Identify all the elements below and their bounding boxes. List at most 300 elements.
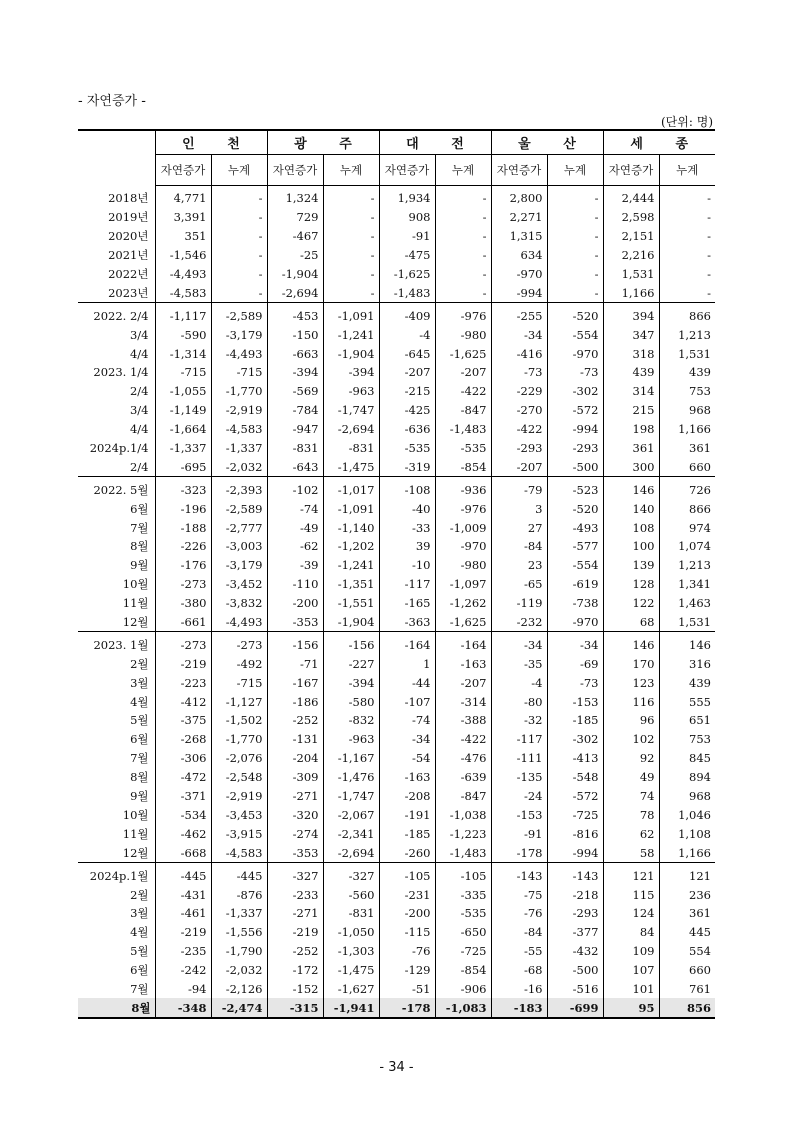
table-cell: 753 [659, 382, 715, 401]
table-cell: -831 [323, 439, 379, 458]
table-row [78, 439, 715, 458]
table-cell: -976 [435, 499, 491, 518]
table-cell: 2,271 [491, 208, 547, 227]
table-cell: -3,003 [211, 537, 267, 556]
table-cell: 49 [603, 768, 659, 787]
table-cell: 300 [603, 457, 659, 476]
table-cell: - [547, 265, 603, 284]
table-row [78, 749, 715, 768]
row-label: 7월 [130, 751, 149, 766]
row-label: 2022. 5월 [93, 482, 149, 497]
table-cell: -119 [491, 594, 547, 613]
table-cell: -936 [435, 477, 491, 499]
table-cell: -315 [267, 998, 323, 1018]
table-cell: - [323, 227, 379, 246]
table-row [78, 673, 715, 692]
table-cell: -847 [435, 401, 491, 420]
row-label: 2022. 2/4 [93, 308, 149, 323]
table-cell: -569 [267, 382, 323, 401]
table-cell: -191 [379, 806, 435, 825]
table-cell: -117 [491, 730, 547, 749]
table-cell: -650 [435, 923, 491, 942]
table-cell: -34 [491, 325, 547, 344]
table-cell: -832 [323, 711, 379, 730]
table-cell: -156 [267, 632, 323, 654]
table-cell: -10 [379, 556, 435, 575]
table-cell: -207 [435, 673, 491, 692]
table-cell: -186 [267, 692, 323, 711]
table-cell: -200 [267, 594, 323, 613]
table-cell: 318 [603, 344, 659, 363]
table-cell: -699 [547, 998, 603, 1018]
table-cell: -252 [267, 711, 323, 730]
table-cell: -167 [267, 673, 323, 692]
table-cell: -207 [435, 363, 491, 382]
table-cell: -1,241 [323, 325, 379, 344]
table-row [78, 632, 715, 654]
row-label: 11월 [122, 596, 149, 611]
table-cell: - [211, 186, 267, 208]
table-cell: -1,303 [323, 942, 379, 961]
monthly-2024-group [78, 863, 715, 1019]
table-cell: - [435, 208, 491, 227]
table-row [78, 556, 715, 575]
table-cell: -2,589 [211, 499, 267, 518]
table-cell: -302 [547, 730, 603, 749]
table-cell: - [211, 265, 267, 284]
table-cell: -2,589 [211, 303, 267, 325]
table-cell: -2,393 [211, 477, 267, 499]
table-cell: -219 [155, 923, 211, 942]
table-cell: 58 [603, 843, 659, 862]
table-cell: 2,800 [491, 186, 547, 208]
table-cell: 3,391 [155, 208, 211, 227]
table-cell: -1,941 [323, 998, 379, 1018]
table-cell: -293 [547, 904, 603, 923]
table-row [78, 768, 715, 787]
row-label: 5월 [130, 713, 149, 728]
quarterly-group [78, 303, 715, 477]
table-cell: -164 [379, 632, 435, 654]
table-cell: -273 [211, 632, 267, 654]
row-label: 2020년 [108, 229, 149, 244]
table-row [78, 265, 715, 284]
table-cell: -475 [379, 246, 435, 265]
table-cell: -1,904 [323, 344, 379, 363]
table-cell: - [211, 208, 267, 227]
row-label: 5월 [130, 944, 149, 959]
table-cell: -105 [379, 863, 435, 885]
table-cell: 856 [659, 998, 715, 1018]
table-cell: 1,166 [659, 420, 715, 439]
table-cell: -980 [435, 325, 491, 344]
table-cell: 146 [659, 632, 715, 654]
table-cell: -1,551 [323, 594, 379, 613]
table-cell: -183 [491, 998, 547, 1018]
table-cell: -94 [155, 980, 211, 999]
table-cell: -394 [323, 673, 379, 692]
table-cell: 39 [379, 537, 435, 556]
table-row [78, 787, 715, 806]
table-cell: - [435, 283, 491, 302]
table-cell: -695 [155, 457, 211, 476]
table-cell: -394 [267, 363, 323, 382]
table-cell: 215 [603, 401, 659, 420]
sub-header-cumulative: 누계 [547, 155, 603, 186]
table-cell: -994 [491, 283, 547, 302]
table-cell: 361 [659, 904, 715, 923]
table-cell: -2,126 [211, 980, 267, 999]
table-cell: 62 [603, 824, 659, 843]
table-cell: -445 [155, 863, 211, 885]
table-cell: -24 [491, 787, 547, 806]
table-cell: -4 [491, 673, 547, 692]
table-cell: - [323, 265, 379, 284]
table-row [78, 499, 715, 518]
table-cell: -2,548 [211, 768, 267, 787]
table-cell: -548 [547, 768, 603, 787]
table-cell: -1,127 [211, 692, 267, 711]
table-cell: -51 [379, 980, 435, 999]
table-cell: -2,067 [323, 806, 379, 825]
table-cell: -476 [435, 749, 491, 768]
row-label: 2018년 [108, 191, 149, 206]
table-cell: -110 [267, 575, 323, 594]
row-label: 12월 [122, 845, 149, 860]
table-cell: -84 [491, 537, 547, 556]
sub-header-natural-increase: 자연증가 [603, 155, 659, 186]
table-cell: -534 [155, 806, 211, 825]
table-cell: -668 [155, 843, 211, 862]
table-cell: -3,832 [211, 594, 267, 613]
table-cell: -1,625 [435, 613, 491, 632]
table-cell: -235 [155, 942, 211, 961]
table-cell: 140 [603, 499, 659, 518]
table-cell: -49 [267, 518, 323, 537]
table-cell: -1,556 [211, 923, 267, 942]
table-cell: -725 [547, 806, 603, 825]
table-cell: -3,453 [211, 806, 267, 825]
table-cell: -1,546 [155, 246, 211, 265]
region-header-row [78, 130, 715, 155]
table-cell: - [323, 283, 379, 302]
table-cell: -1,904 [267, 265, 323, 284]
row-label: 6월 [130, 963, 149, 978]
table-cell: -102 [267, 477, 323, 499]
table-cell: 84 [603, 923, 659, 942]
table-cell: -371 [155, 787, 211, 806]
table-cell: -2,919 [211, 787, 267, 806]
table-cell: -2,694 [323, 843, 379, 862]
table-cell: -663 [267, 344, 323, 363]
table-row [78, 246, 715, 265]
table-cell: -348 [155, 998, 211, 1018]
table-cell: -270 [491, 401, 547, 420]
table-cell: -535 [435, 904, 491, 923]
table-cell: 554 [659, 942, 715, 961]
row-label: 8월 [78, 998, 155, 1018]
table-cell: 439 [603, 363, 659, 382]
table-cell: -422 [435, 382, 491, 401]
row-label: 6월 [130, 732, 149, 747]
table-cell: -980 [435, 556, 491, 575]
table-cell: -3,179 [211, 556, 267, 575]
table-cell: -215 [379, 382, 435, 401]
table-cell: -1,202 [323, 537, 379, 556]
table-cell: 866 [659, 303, 715, 325]
sub-header-cumulative: 누계 [659, 155, 715, 186]
table-cell: -200 [379, 904, 435, 923]
table-row [78, 824, 715, 843]
table-cell: 236 [659, 885, 715, 904]
table-cell: 109 [603, 942, 659, 961]
table-cell: 2,216 [603, 246, 659, 265]
table-cell: -715 [155, 363, 211, 382]
table-cell: -271 [267, 904, 323, 923]
table-cell: 121 [659, 863, 715, 885]
table-cell: -232 [491, 613, 547, 632]
table-cell: 139 [603, 556, 659, 575]
table-cell: 894 [659, 768, 715, 787]
table-cell: -268 [155, 730, 211, 749]
table-cell: -327 [267, 863, 323, 885]
table-cell: -131 [267, 730, 323, 749]
section-title: - 자연증가 - [78, 94, 146, 109]
region-header-daejeon: 대 전 [379, 130, 491, 155]
table-cell: 908 [379, 208, 435, 227]
table-cell: -185 [379, 824, 435, 843]
table-cell: -1,050 [323, 923, 379, 942]
table-row [78, 980, 715, 999]
table-cell: - [323, 246, 379, 265]
table-cell: -163 [435, 654, 491, 673]
table-cell: -535 [379, 439, 435, 458]
table-row [78, 711, 715, 730]
table-cell: -4,583 [211, 843, 267, 862]
table-cell: -572 [547, 787, 603, 806]
table-cell: -2,076 [211, 749, 267, 768]
table-cell: 102 [603, 730, 659, 749]
table-row [78, 283, 715, 302]
table-cell: 439 [659, 363, 715, 382]
row-label: 11월 [122, 826, 149, 841]
table-cell: 23 [491, 556, 547, 575]
row-label: 10월 [122, 577, 149, 592]
table-cell: -2,919 [211, 401, 267, 420]
row-label: 2월 [130, 887, 149, 902]
table-cell: -319 [379, 457, 435, 476]
table-cell: -108 [379, 477, 435, 499]
table-cell: -500 [547, 961, 603, 980]
table-cell: 1,531 [659, 613, 715, 632]
table-cell: -493 [547, 518, 603, 537]
table-cell: -1,140 [323, 518, 379, 537]
region-header-sejong: 세 종 [603, 130, 715, 155]
table-cell: -375 [155, 711, 211, 730]
table-cell: 726 [659, 477, 715, 499]
table-cell: 634 [491, 246, 547, 265]
table-cell: 198 [603, 420, 659, 439]
annual-group [78, 186, 715, 303]
table-cell: -3,452 [211, 575, 267, 594]
table-cell: - [323, 208, 379, 227]
table-cell: -645 [379, 344, 435, 363]
row-label: 8월 [130, 770, 149, 785]
table-cell: -715 [211, 673, 267, 692]
row-label: 3/4 [129, 327, 149, 342]
table-cell: -661 [155, 613, 211, 632]
table-cell: -906 [435, 980, 491, 999]
table-cell: -153 [547, 692, 603, 711]
row-label: 2022년 [108, 267, 149, 281]
table-cell: 968 [659, 401, 715, 420]
table-cell: 445 [659, 923, 715, 942]
table-cell: -115 [379, 923, 435, 942]
natural-increase-table [78, 129, 715, 1019]
table-cell: 316 [659, 654, 715, 673]
table-row [78, 613, 715, 632]
table-cell: -1,262 [435, 594, 491, 613]
table-cell: -4,493 [211, 613, 267, 632]
table-cell: -314 [435, 692, 491, 711]
table-cell: -963 [323, 382, 379, 401]
table-cell: 753 [659, 730, 715, 749]
table-cell: -1,770 [211, 382, 267, 401]
table-cell: -242 [155, 961, 211, 980]
table-cell: -233 [267, 885, 323, 904]
table-cell: - [547, 186, 603, 208]
table-cell: -947 [267, 420, 323, 439]
table-cell: - [435, 227, 491, 246]
table-cell: -34 [491, 632, 547, 654]
table-cell: -516 [547, 980, 603, 999]
table-cell: -207 [379, 363, 435, 382]
table-cell: - [547, 227, 603, 246]
table-row [78, 537, 715, 556]
row-label: 3/4 [129, 403, 149, 418]
table-cell: -847 [435, 787, 491, 806]
table-cell: -639 [435, 768, 491, 787]
table-cell: 1,531 [603, 265, 659, 284]
row-label: 7월 [130, 981, 149, 996]
table-cell: -472 [155, 768, 211, 787]
table-cell: -178 [379, 998, 435, 1018]
sub-header-cumulative: 누계 [323, 155, 379, 186]
row-label: 10월 [122, 807, 149, 822]
table-cell: 968 [659, 787, 715, 806]
row-label: 2023년 [108, 285, 149, 300]
table-cell: 1,046 [659, 806, 715, 825]
table-cell: -231 [379, 885, 435, 904]
table-cell: -976 [435, 303, 491, 325]
table-cell: -1,038 [435, 806, 491, 825]
table-cell: -412 [155, 692, 211, 711]
table-cell: -309 [267, 768, 323, 787]
table-cell: 439 [659, 673, 715, 692]
table-cell: -218 [547, 885, 603, 904]
table-cell: -293 [547, 439, 603, 458]
header-corner [78, 130, 155, 186]
table-cell: 361 [603, 439, 659, 458]
table-cell: -69 [547, 654, 603, 673]
table-cell: -273 [155, 575, 211, 594]
table-cell: -74 [379, 711, 435, 730]
table-cell: -2,694 [323, 420, 379, 439]
table-cell: -3,915 [211, 824, 267, 843]
table-cell: 2,444 [603, 186, 659, 208]
table-cell: -2,032 [211, 457, 267, 476]
row-label: 4월 [130, 925, 149, 940]
unit-label: (단위: 명) [661, 115, 713, 129]
table-cell: 1,324 [267, 186, 323, 208]
table-cell: 1,463 [659, 594, 715, 613]
table-cell: -62 [267, 537, 323, 556]
table-cell: -854 [435, 961, 491, 980]
table-cell: -2,777 [211, 518, 267, 537]
table-cell: - [659, 246, 715, 265]
table-cell: -55 [491, 942, 547, 961]
table-cell: -172 [267, 961, 323, 980]
sub-header-natural-increase: 자연증가 [267, 155, 323, 186]
table-row [78, 420, 715, 439]
table-cell: -219 [155, 654, 211, 673]
table-cell: - [659, 227, 715, 246]
table-cell: -1,337 [211, 904, 267, 923]
table-row [78, 227, 715, 246]
table-cell: -715 [211, 363, 267, 382]
table-cell: -643 [267, 457, 323, 476]
table-cell: -74 [267, 499, 323, 518]
table-cell: -1,502 [211, 711, 267, 730]
table-cell: -413 [547, 749, 603, 768]
table-cell: - [323, 186, 379, 208]
row-label: 4/4 [129, 422, 149, 437]
table-cell: -380 [155, 594, 211, 613]
table-row [78, 594, 715, 613]
table-cell: -226 [155, 537, 211, 556]
table-cell: -554 [547, 325, 603, 344]
table-cell: -1,091 [323, 499, 379, 518]
table-cell: -432 [547, 942, 603, 961]
table-cell: -970 [491, 265, 547, 284]
table-cell: 660 [659, 961, 715, 980]
table-cell: -1,097 [435, 575, 491, 594]
table-cell: 3 [491, 499, 547, 518]
row-label: 9월 [130, 789, 149, 804]
table-cell: -71 [267, 654, 323, 673]
table-cell: -353 [267, 613, 323, 632]
table-cell: -260 [379, 843, 435, 862]
table-cell: 1,934 [379, 186, 435, 208]
table-cell: - [435, 265, 491, 284]
table-cell: 122 [603, 594, 659, 613]
table-cell: 314 [603, 382, 659, 401]
table-cell: -854 [435, 457, 491, 476]
table-row [78, 863, 715, 885]
table-cell: -994 [547, 420, 603, 439]
table-cell: -1,483 [379, 283, 435, 302]
table-cell: -970 [547, 344, 603, 363]
table-cell: -725 [435, 942, 491, 961]
table-cell: - [435, 246, 491, 265]
table-cell: 100 [603, 537, 659, 556]
table-cell: -425 [379, 401, 435, 420]
table-cell: -1,483 [435, 420, 491, 439]
table-cell: -219 [267, 923, 323, 942]
table-cell: -73 [547, 363, 603, 382]
table-cell: -363 [379, 613, 435, 632]
table-cell: 1,213 [659, 556, 715, 575]
